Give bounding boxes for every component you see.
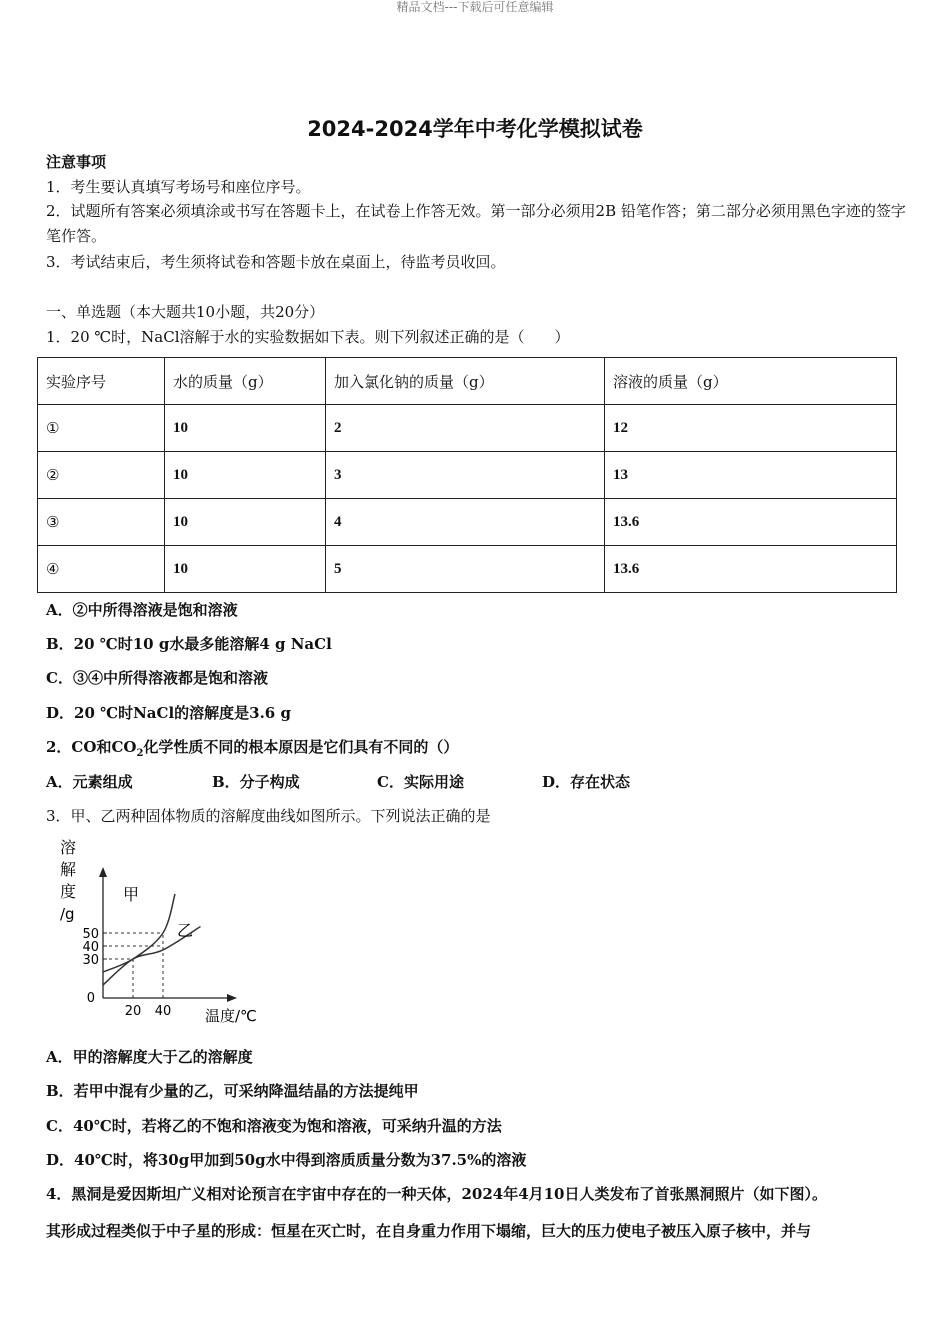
- series-label: 乙: [177, 920, 194, 940]
- q3-option-b: B．若甲中混有少量的乙，可采纳降温结晶的方法提纯甲: [46, 1082, 419, 1100]
- table-cell: ④: [38, 546, 165, 593]
- question-3-stem: 3．甲、乙两种固体物质的溶解度曲线如图所示。下列说法正确的是: [46, 807, 491, 825]
- q1-option-b: B．20 ℃时10 g水最多能溶解4 g NaCl: [46, 635, 332, 653]
- q3-option-a: A．甲的溶解度大于乙的溶解度: [46, 1048, 253, 1066]
- table-cell: 10: [165, 499, 326, 546]
- y-tick-label: 40: [82, 940, 99, 955]
- page-watermark: 精品文档---下载后可任意编辑: [396, 0, 554, 14]
- table-cell: 3: [326, 452, 605, 499]
- table-cell: ①: [38, 405, 165, 452]
- q2-option-b: B．分子构成: [212, 773, 300, 791]
- table-header-cell: 实验序号: [38, 358, 165, 405]
- q2-stem-text: 2．CO和CO: [46, 738, 137, 756]
- table-header-cell: 溶液的质量（g）: [605, 358, 897, 405]
- table-cell: 10: [165, 405, 326, 452]
- q2-option-a: A．元素组成: [46, 773, 133, 791]
- table-cell: 13.6: [605, 499, 897, 546]
- q1-option-c: C．③④中所得溶液都是饱和溶液: [46, 669, 268, 687]
- q2-stem-text: 化学性质不同的根本原因是它们具有不同的（）: [143, 738, 459, 756]
- q1-option-d: D．20 ℃时NaCl的溶解度是3.6 g: [46, 704, 291, 722]
- table-cell: 13: [605, 452, 897, 499]
- y-axis-arrow: [99, 867, 107, 877]
- y-tick-label: 50: [82, 927, 99, 942]
- table-cell: ③: [38, 499, 165, 546]
- y-axis-label-char: 度: [60, 882, 77, 901]
- x-axis-label: 温度/℃: [205, 1007, 257, 1023]
- q2-stem-subscript: 2: [136, 748, 144, 759]
- table-row: [38, 546, 897, 593]
- nacl-data-table: [37, 357, 897, 593]
- table-cell: 12: [605, 405, 897, 452]
- notice-item: 3．考试结束后，考生须将试卷和答题卡放在桌面上，待监考员收回。: [46, 253, 506, 271]
- notice-item: 2．试题所有答案必须填涂或书写在答题卡上，在试卷上作答无效。第一部分必须用2B 铅笔作答；第二部分必须用黑色字迹的签字笔作答。: [46, 202, 906, 245]
- x-tick-label: 20: [124, 1004, 142, 1019]
- solubility-curve-chart: [55, 833, 270, 1023]
- q3-option-d: D．40℃时，将30g甲加到50g水中得到溶质质量分数为37.5%的溶液: [46, 1151, 527, 1169]
- page-title: 2024-2024学年中考化学模拟试卷: [307, 117, 643, 141]
- q3-option-c: C．40℃时，若将乙的不饱和溶液变为饱和溶液，可采纳升温的方法: [46, 1117, 502, 1135]
- notice-item: 1．考生要认真填写考场号和座位序号。: [46, 178, 311, 196]
- question-2-stem: [46, 737, 458, 764]
- series-label: 甲: [123, 885, 140, 904]
- x-tick-label: 40: [154, 1004, 172, 1019]
- question-1-stem: 1．20 ℃时，NaCl溶解于水的实验数据如下表。则下列叙述正确的是（ ）: [46, 328, 570, 346]
- origin-label: 0: [86, 991, 95, 1006]
- table-cell: ②: [38, 452, 165, 499]
- question-4-stem: 其形成过程类似于中子星的形成：恒星在灭亡时，在自身重力作用下塌缩，巨大的压力使电子被压入原子核中，并与: [46, 1222, 812, 1240]
- table-header-cell: 水的质量（g）: [165, 358, 326, 405]
- table-header-cell: 加入氯化钠的质量（g）: [326, 358, 605, 405]
- notice-heading: 注意事项: [46, 153, 107, 171]
- y-axis-label: [60, 838, 76, 923]
- x-axis-arrow: [227, 994, 237, 1002]
- q1-option-a: A．②中所得溶液是饱和溶液: [46, 601, 238, 619]
- y-tick-label: 30: [82, 953, 99, 968]
- table-header-row: [38, 358, 897, 405]
- table-row: [38, 499, 897, 546]
- section-heading: 一、单选题（本大题共10小题，共20分）: [46, 303, 325, 321]
- y-axis-label-char: 解: [60, 860, 77, 879]
- table-row: [38, 405, 897, 452]
- table-cell: 2: [326, 405, 605, 452]
- question-4-stem: 4．黑洞是爱因斯坦广义相对论预言在宇宙中存在的一种天体，2024年4月10日人类发布了首张黑洞照片（如下图）。: [46, 1185, 828, 1203]
- table-cell: 10: [165, 452, 326, 499]
- q2-option-c: C．实际用途: [377, 773, 464, 791]
- y-axis-label-char: 溶: [60, 838, 77, 857]
- x-tick-labels: [125, 1004, 172, 1019]
- table-row: [38, 452, 897, 499]
- solubility-curves: [103, 885, 201, 985]
- q2-option-d: D．存在状态: [542, 773, 631, 791]
- table-cell: 5: [326, 546, 605, 593]
- table-cell: 10: [165, 546, 326, 593]
- table-cell: 4: [326, 499, 605, 546]
- table-cell: 13.6: [605, 546, 897, 593]
- y-axis-label-char: /g: [60, 905, 75, 923]
